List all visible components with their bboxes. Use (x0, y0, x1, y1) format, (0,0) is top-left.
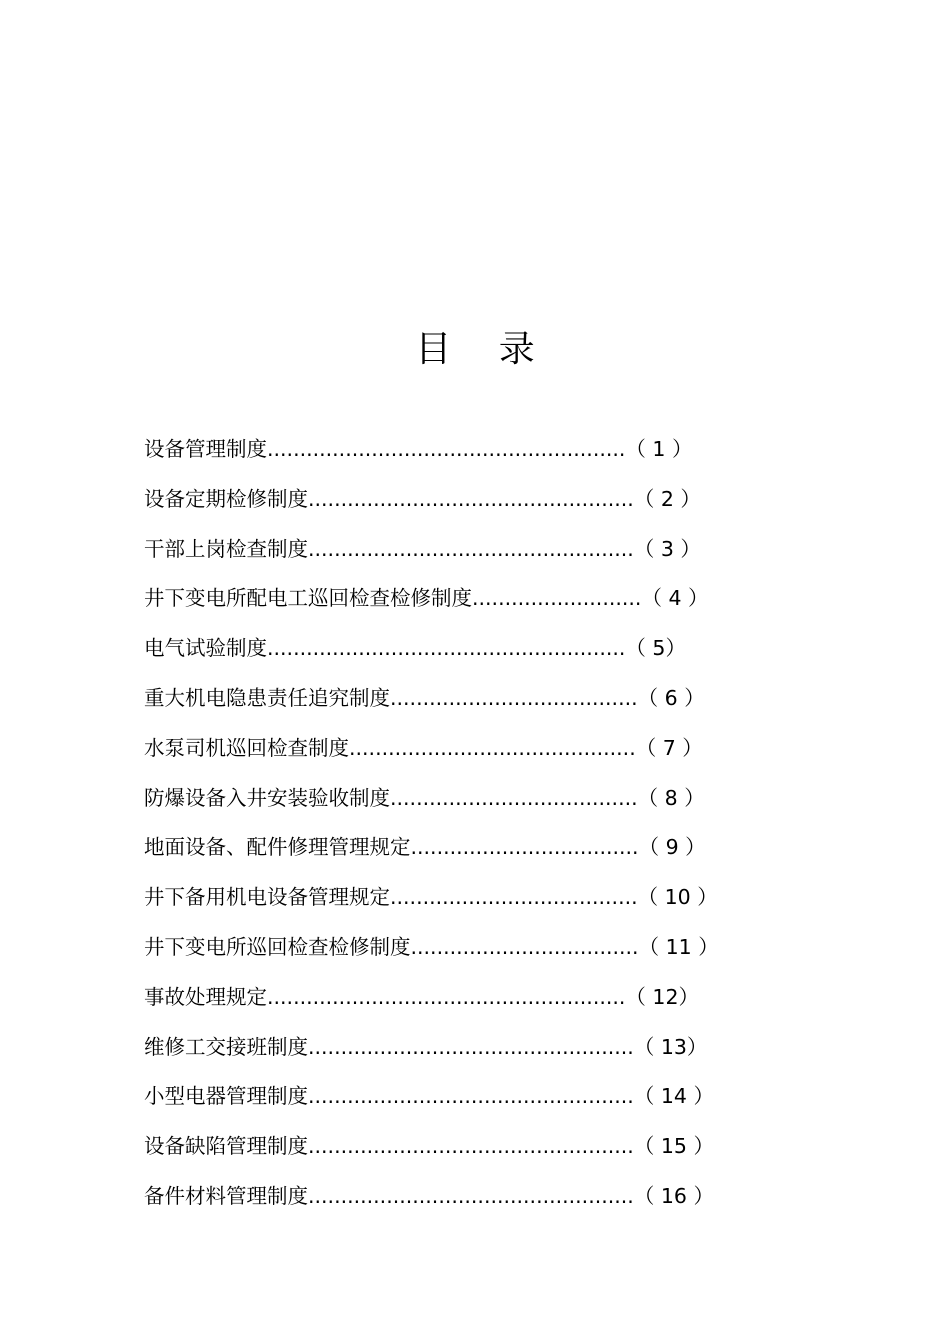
toc-leader-dots: ................................... (410, 835, 639, 860)
toc-entry (144, 828, 844, 878)
toc-entry-title: 备件材料管理制度 (144, 1183, 308, 1208)
toc-entry (144, 430, 844, 480)
toc-page-number: （ 5） (625, 636, 686, 661)
toc-entry (144, 1177, 844, 1227)
toc-entry (144, 629, 844, 679)
toc-page-number: （ 12） (625, 984, 700, 1009)
toc-entry (144, 530, 844, 580)
toc-entry (144, 779, 844, 829)
toc-leader-dots: .................................................. (308, 1084, 634, 1109)
toc-leader-dots: ....................................................... (267, 984, 626, 1009)
toc-entry-title: 干部上岗检查制度 (144, 536, 308, 561)
toc-leader-dots: ....................................................... (267, 437, 626, 461)
toc-leader-dots: ...................................... (390, 785, 638, 810)
table-of-contents (144, 430, 844, 1227)
toc-entry-title: 事故处理规定 (144, 984, 267, 1009)
toc-leader-dots: .................................................. (308, 1034, 634, 1059)
toc-entry (144, 1127, 844, 1177)
toc-entry-title: 设备定期检修制度 (144, 486, 308, 511)
toc-entry-title: 防爆设备入井安装验收制度 (144, 785, 390, 810)
toc-page-number: （ 13） (633, 1034, 708, 1059)
toc-entry (144, 928, 844, 978)
toc-page-number: （ 6 ） (637, 685, 705, 710)
toc-entry (144, 579, 844, 629)
toc-entry-title: 电气试验制度 (144, 636, 267, 661)
toc-page-number: （ 10 ） (637, 885, 718, 910)
toc-leader-dots: .................................................. (308, 536, 634, 561)
toc-entry-title: 井下变电所配电工巡回检查检修制度 (144, 586, 472, 611)
toc-entry-title: 维修工交接班制度 (144, 1034, 308, 1059)
toc-page-number: （ 14 ） (633, 1084, 714, 1109)
toc-page-number: （ 3 ） (633, 536, 701, 561)
toc-entry (144, 729, 844, 779)
toc-entry-title: 井下备用机电设备管理规定 (144, 885, 390, 910)
toc-entry (144, 1077, 844, 1127)
toc-leader-dots: .......................... (472, 586, 642, 611)
toc-page-number: （ 15 ） (633, 1134, 714, 1159)
toc-entry-title: 水泵司机巡回检查制度 (144, 735, 349, 760)
toc-leader-dots: ....................................................... (267, 636, 626, 661)
toc-entry-title: 设备缺陷管理制度 (144, 1134, 308, 1159)
toc-page-number: （ 7 ） (635, 735, 703, 760)
toc-leader-dots: ...................................... (390, 885, 638, 910)
toc-entry-title: 小型电器管理制度 (144, 1084, 308, 1109)
toc-leader-dots: .................................................. (308, 486, 634, 511)
toc-entry-title: 设备管理制度 (144, 437, 267, 461)
toc-entry (144, 978, 844, 1028)
toc-page-number: （ 9 ） (638, 835, 706, 860)
toc-entry (144, 679, 844, 729)
toc-entry-title: 重大机电隐患责任追究制度 (144, 685, 390, 710)
toc-leader-dots: ................................... (410, 934, 639, 959)
toc-page-number: （ 2 ） (633, 486, 701, 511)
toc-entry (144, 480, 844, 530)
toc-page-number: （ 11 ） (638, 934, 719, 959)
toc-page-number: （ 4 ） (641, 586, 709, 611)
toc-leader-dots: ............................................ (349, 735, 636, 760)
toc-entry-title: 地面设备、配件修理管理规定 (144, 835, 411, 860)
page-title: 目 录 (415, 329, 553, 370)
toc-page-number: （ 16 ） (633, 1183, 714, 1208)
toc-page-number: （ 8 ） (637, 785, 705, 810)
toc-leader-dots: ...................................... (390, 685, 638, 710)
toc-page-number: （ 1 ） (625, 437, 693, 461)
toc-entry (144, 1028, 844, 1078)
toc-leader-dots: .................................................. (308, 1134, 634, 1159)
toc-entry-title: 井下变电所巡回检查检修制度 (144, 934, 411, 959)
toc-leader-dots: .................................................. (308, 1183, 634, 1208)
toc-entry (144, 878, 844, 928)
